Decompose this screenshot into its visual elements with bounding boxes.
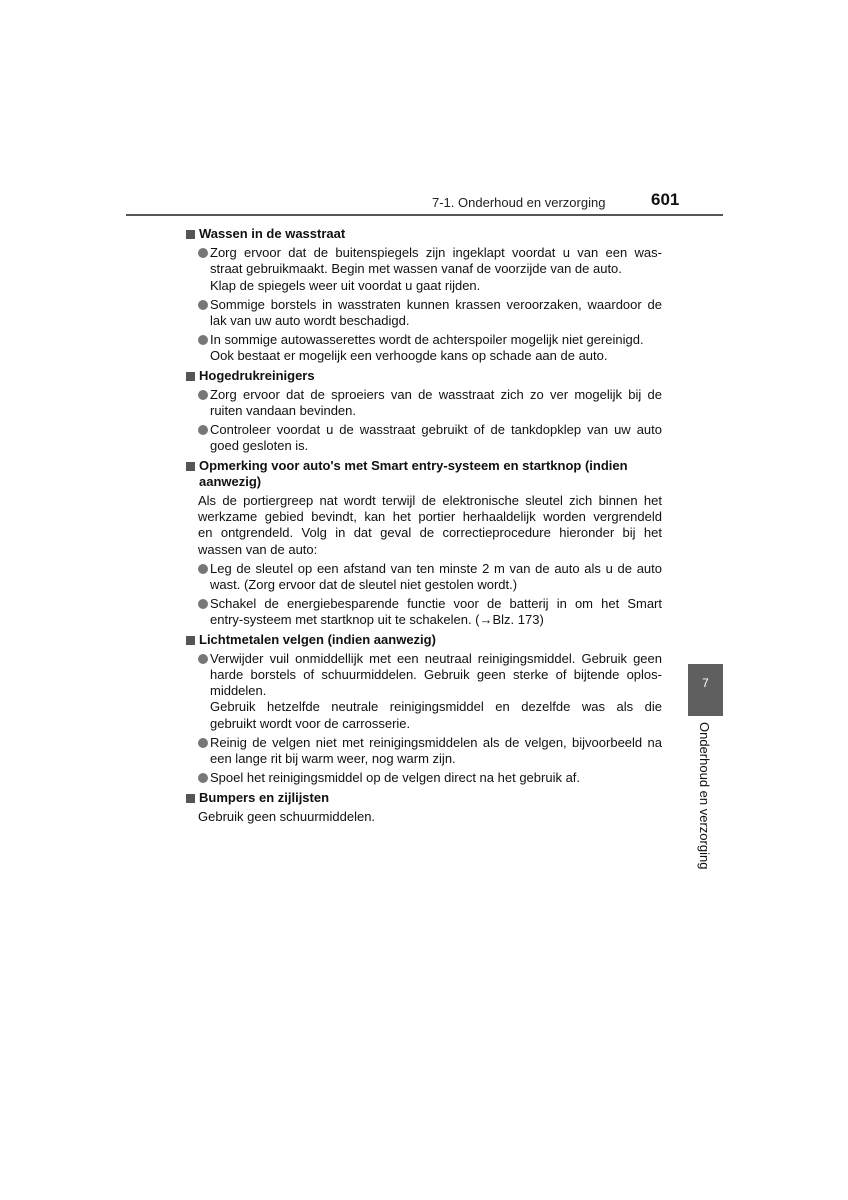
text-line: Spoel het reinigingsmiddel op de velgen direct na het gebruik af.: [210, 770, 581, 786]
text-line: In sommige autowasserettes wordt de achterspoiler mogelijk niet gereinigd.: [210, 332, 644, 348]
text-line: Zorg ervoor dat de sproeiers van de wasstraat zich zo ver mogelijk bij de: [210, 386, 662, 402]
text-line: Wassen in de wasstraat: [199, 226, 346, 241]
square-bullet-icon: [186, 372, 195, 381]
text-line: entry-systeem met startknop uit te schakelen. (→Blz. 173): [210, 612, 544, 628]
list-item: [186, 596, 662, 628]
text-line: Leg de sleutel op een afstand van ten minste 2 m van de auto als u de auto: [210, 560, 662, 576]
text-line: Reinig de velgen niet met reinigingsmiddelen als de velgen, bijvoorbeeld na: [210, 734, 662, 750]
text-line: Ook bestaat er mogelijk een verhoogde kans op schade aan de auto.: [210, 348, 608, 364]
text-line: ruiten vandaan bevinden.: [210, 403, 357, 419]
text-line: middelen.: [210, 683, 267, 699]
square-bullet-icon: [186, 636, 195, 645]
circle-bullet-icon: [198, 564, 208, 574]
text-line: Lichtmetalen velgen (indien aanwezig): [199, 631, 436, 647]
text-line: Controleer voordat u de wasstraat gebruikt of de tankdopklep van uw auto: [210, 422, 662, 438]
chapter-tab[interactable]: [688, 664, 723, 716]
text-line: Opmerking voor auto's met Smart entry-systeem en startknop (indien: [199, 457, 628, 473]
list-item: [186, 297, 662, 329]
list-item: [186, 770, 662, 786]
circle-bullet-icon: [198, 390, 208, 400]
circle-bullet-icon: [198, 599, 208, 609]
text-line: straat gebruikmaakt. Begin met wassen vanaf de voorzijde van de auto.: [210, 261, 622, 277]
section-heading: [186, 368, 662, 384]
text-line: Klap de spiegels weer uit voordat u gaat rijden.: [210, 277, 481, 293]
chapter-label: Onderhoud en verzorging: [697, 722, 712, 870]
text-line: wassen van de auto:: [198, 541, 318, 557]
text-line: Hogedrukreinigers: [199, 367, 315, 383]
list-item: [186, 735, 662, 767]
text-line: aanwezig): [199, 473, 262, 489]
text-line: en ontgrendeld. Volg in dat geval de correctieprocedure hieronder bij het: [198, 525, 662, 541]
square-bullet-icon: [186, 230, 195, 239]
text-line: Gebruik geen schuurmiddelen.: [198, 808, 376, 824]
text-line: harde borstels of schuurmiddelen. Gebruik geen sterke of bijtende oplos-: [210, 667, 662, 683]
square-bullet-icon: [186, 462, 195, 471]
paragraph: [186, 493, 662, 558]
list-item: [186, 651, 662, 732]
text-line: een lange rit bij warm weer, nog warm zijn.: [210, 751, 456, 767]
section-heading: [186, 632, 662, 648]
section-heading: [186, 458, 662, 490]
circle-bullet-icon: [198, 335, 208, 345]
header-divider: [126, 214, 723, 216]
text-line: goed gesloten is.: [210, 438, 309, 454]
paragraph: [186, 809, 662, 825]
circle-bullet-icon: [198, 654, 208, 664]
text-line: Als de portiergreep nat wordt terwijl de elektronische sleutel zich binnen het: [198, 493, 662, 509]
list-item: [186, 422, 662, 454]
text-line: Sommige borstels in wasstraten kunnen krassen veroorzaken, waardoor de: [210, 296, 662, 312]
circle-bullet-icon: [198, 425, 208, 435]
circle-bullet-icon: [198, 248, 208, 258]
page-content: [186, 223, 662, 825]
text-line: lak van uw auto wordt beschadigd.: [210, 313, 410, 329]
text-line: Verwijder vuil onmiddellijk met een neutraal reinigingsmiddel. Gebruik geen: [210, 650, 662, 666]
list-item: [186, 561, 662, 593]
list-item: [186, 332, 662, 364]
text-line: Gebruik hetzelfde neutrale reinigingsmiddel en dezelfde was als die: [210, 699, 662, 715]
circle-bullet-icon: [198, 773, 208, 783]
list-item: [186, 387, 662, 419]
text-line: gebruikt wordt voor de carrosserie.: [210, 715, 411, 731]
text-line: wast. (Zorg ervoor dat de sleutel niet gestolen wordt.): [210, 577, 518, 593]
text-line: Bumpers en zijlijsten: [199, 789, 330, 805]
circle-bullet-icon: [198, 738, 208, 748]
page-number: 601: [651, 190, 680, 209]
circle-bullet-icon: [198, 300, 208, 310]
square-bullet-icon: [186, 794, 195, 803]
text-line: Zorg ervoor dat de buitenspiegels zijn ingeklapt voordat u van een was-: [210, 245, 662, 261]
section-title: 7-1. Onderhoud en verzorging: [432, 195, 606, 210]
list-item: [186, 245, 662, 294]
section-heading: [186, 226, 662, 242]
section-heading: [186, 790, 662, 806]
text-line: Schakel de energiebesparende functie voor de batterij in om het Smart: [210, 596, 662, 612]
chapter-number: 7: [702, 676, 709, 690]
text-line: werkzame gebied bevindt, kan het portier herhaaldelijk worden vergrendeld: [198, 509, 662, 525]
